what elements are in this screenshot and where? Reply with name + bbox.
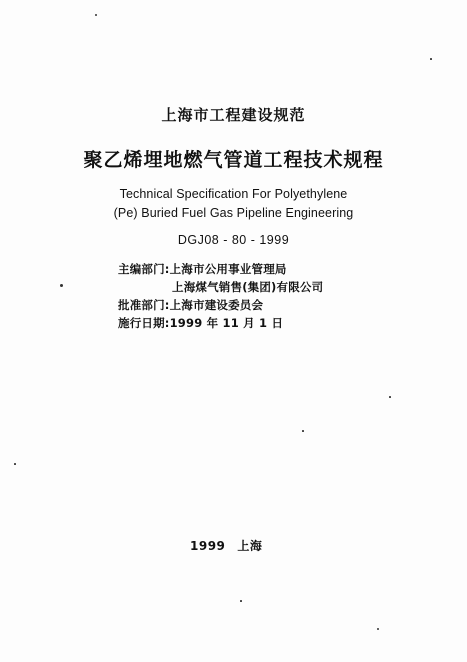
approver-value: 上海市建设委员会	[169, 298, 264, 312]
approver-label: 批准部门:	[118, 298, 170, 312]
compiler-value-1: 上海市公用事业管理局	[169, 262, 287, 276]
compiler-row-2	[172, 279, 323, 295]
imprint-place: 上海	[237, 539, 263, 553]
effective-date-row	[118, 315, 283, 331]
scan-speck	[240, 600, 242, 602]
scan-speck	[377, 628, 379, 630]
series-title: 上海市工程建设规范	[161, 106, 306, 124]
compiler-row	[118, 261, 287, 277]
imprint	[190, 537, 262, 554]
effective-date-value: 1999 年 11 月 1 日	[169, 316, 284, 330]
imprint-year: 1999	[190, 539, 226, 553]
compiler-label: 主编部门:	[118, 262, 170, 276]
standard-code: DGJ08 - 80 - 1999	[177, 233, 290, 247]
scan-speck	[95, 14, 97, 16]
scan-speck	[302, 430, 304, 432]
approver-row	[118, 297, 263, 313]
effective-date-label: 施行日期:	[118, 316, 170, 330]
compiler-value-2: 上海煤气销售(集团)有限公司	[172, 280, 324, 294]
scan-speck	[389, 396, 391, 398]
english-title-line-1: Technical Specification For Polyethylene	[119, 187, 348, 201]
english-title-line-2: (Pe) Buried Fuel Gas Pipeline Engineering	[113, 206, 354, 220]
scan-speck	[430, 58, 432, 60]
main-title: 聚乙烯埋地燃气管道工程技术规程	[83, 149, 384, 171]
scan-speck	[60, 284, 63, 287]
scan-speck	[14, 463, 16, 465]
